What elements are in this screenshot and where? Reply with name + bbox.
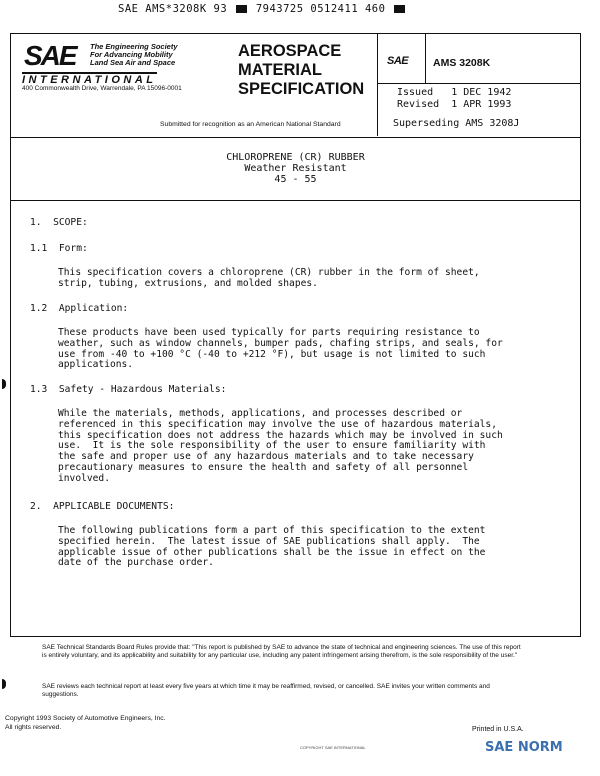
- binding-mark: [2, 679, 6, 689]
- material-subtitle: Weather Resistant: [244, 163, 347, 174]
- address: 400 Commonwealth Drive, Warrendale, PA 15096-0001: [22, 85, 182, 92]
- section-application: 1.2 Application:: [30, 303, 129, 314]
- ams-number: AMS 3208K: [433, 57, 491, 69]
- header-divider: [11, 137, 580, 138]
- section-applicable-documents: 2. APPLICABLE DOCUMENTS:: [30, 501, 175, 512]
- title-divider: [10, 200, 581, 201]
- header-divider-v2: [425, 33, 426, 83]
- review-note: SAE reviews each technical report at least every five years at which time it may be reaffirmed, revised, or cancelled. SAE invites your written comments and suggestions.: [42, 683, 490, 698]
- material-hardness: 45 - 55: [274, 174, 317, 185]
- section-safety: 1.3 Safety - Hazardous Materials:: [30, 384, 227, 395]
- section-form: 1.1 Form:: [30, 243, 88, 254]
- sae-logo: SAE: [24, 40, 76, 71]
- sae-small-logo: SAE: [387, 55, 409, 67]
- binding-mark: [2, 379, 6, 389]
- barcode-block: [394, 5, 405, 13]
- copyright: Copyright 1993 Society of Automotive Engineers, Inc. All rights reserved.: [5, 715, 166, 731]
- header-divider-h: [377, 83, 581, 84]
- doc-serial: 7943725 0512411 460: [255, 3, 386, 15]
- section-form-body: This specification covers a chloroprene (CR) rubber in the form of sheet, strip, tubing, extrusions, and molded shapes.: [58, 267, 480, 289]
- doc-code: SAE AMS*3208K 93: [118, 3, 228, 15]
- standards-board-rules: SAE Technical Standards Board Rules provide that: "This report is published by SAE to advance the state of technical and engineering sciences. The use of this report is entirely voluntary, and its applicability and suitability for any particular use, including any patent infringement arising therefrom, is the sole responsibility of the user.": [42, 644, 521, 659]
- document-code-line: [118, 3, 407, 15]
- issue-dates: Issued 1 DEC 1942 Revised 1 APR 1993: [397, 87, 512, 110]
- printed-in: Printed in U.S.A.: [472, 726, 524, 733]
- material-title: CHLOROPRENE (CR) RUBBER: [226, 152, 365, 163]
- section-application-body: These products have been used typically for parts requiring resistance to weather, such as window channels, bumper pads, chafing strips, and seals, for use from -40 to +100 °C (-40 to +212 °F), but usage is not limited to such applications.: [58, 327, 503, 371]
- fine-print: COPYRIGHT SAE INTERNATIONAL: [300, 745, 366, 750]
- superseding-note: Superseding AMS 3208J: [393, 118, 520, 129]
- section-applicable-documents-body: The following publications form a part of this specification to the extent specified herein. The latest issue of SAE publications shall apply. The applicable issue of other publications shall be the issue in effect on the date of the purchase order.: [58, 525, 486, 569]
- international-wordmark: INTERNATIONAL: [22, 74, 157, 86]
- section-scope: 1. SCOPE:: [30, 217, 88, 228]
- section-safety-body: While the materials, methods, applications, and processes described or referenced in this specification may involve the use of hazardous materials, this specification does not address the hazards which may be involved in such use. It is the sole responsibility of the user to ensure familiarity with the safe and proper use of any hazardous materials and to take necessary precautionary measures to ensure the health and safety of all personnel involved.: [58, 408, 503, 484]
- header-divider-v1: [377, 33, 378, 136]
- ansi-note: Submitted for recognition as an American National Standard: [160, 121, 341, 128]
- sae-norm-stamp: SAE NORM: [485, 740, 563, 755]
- doc-type-title: AEROSPACE MATERIAL SPECIFICATION: [238, 42, 365, 98]
- sae-tagline: The Engineering Society For Advancing Mobility Land Sea Air and Space: [90, 42, 178, 67]
- barcode-block: [236, 5, 247, 13]
